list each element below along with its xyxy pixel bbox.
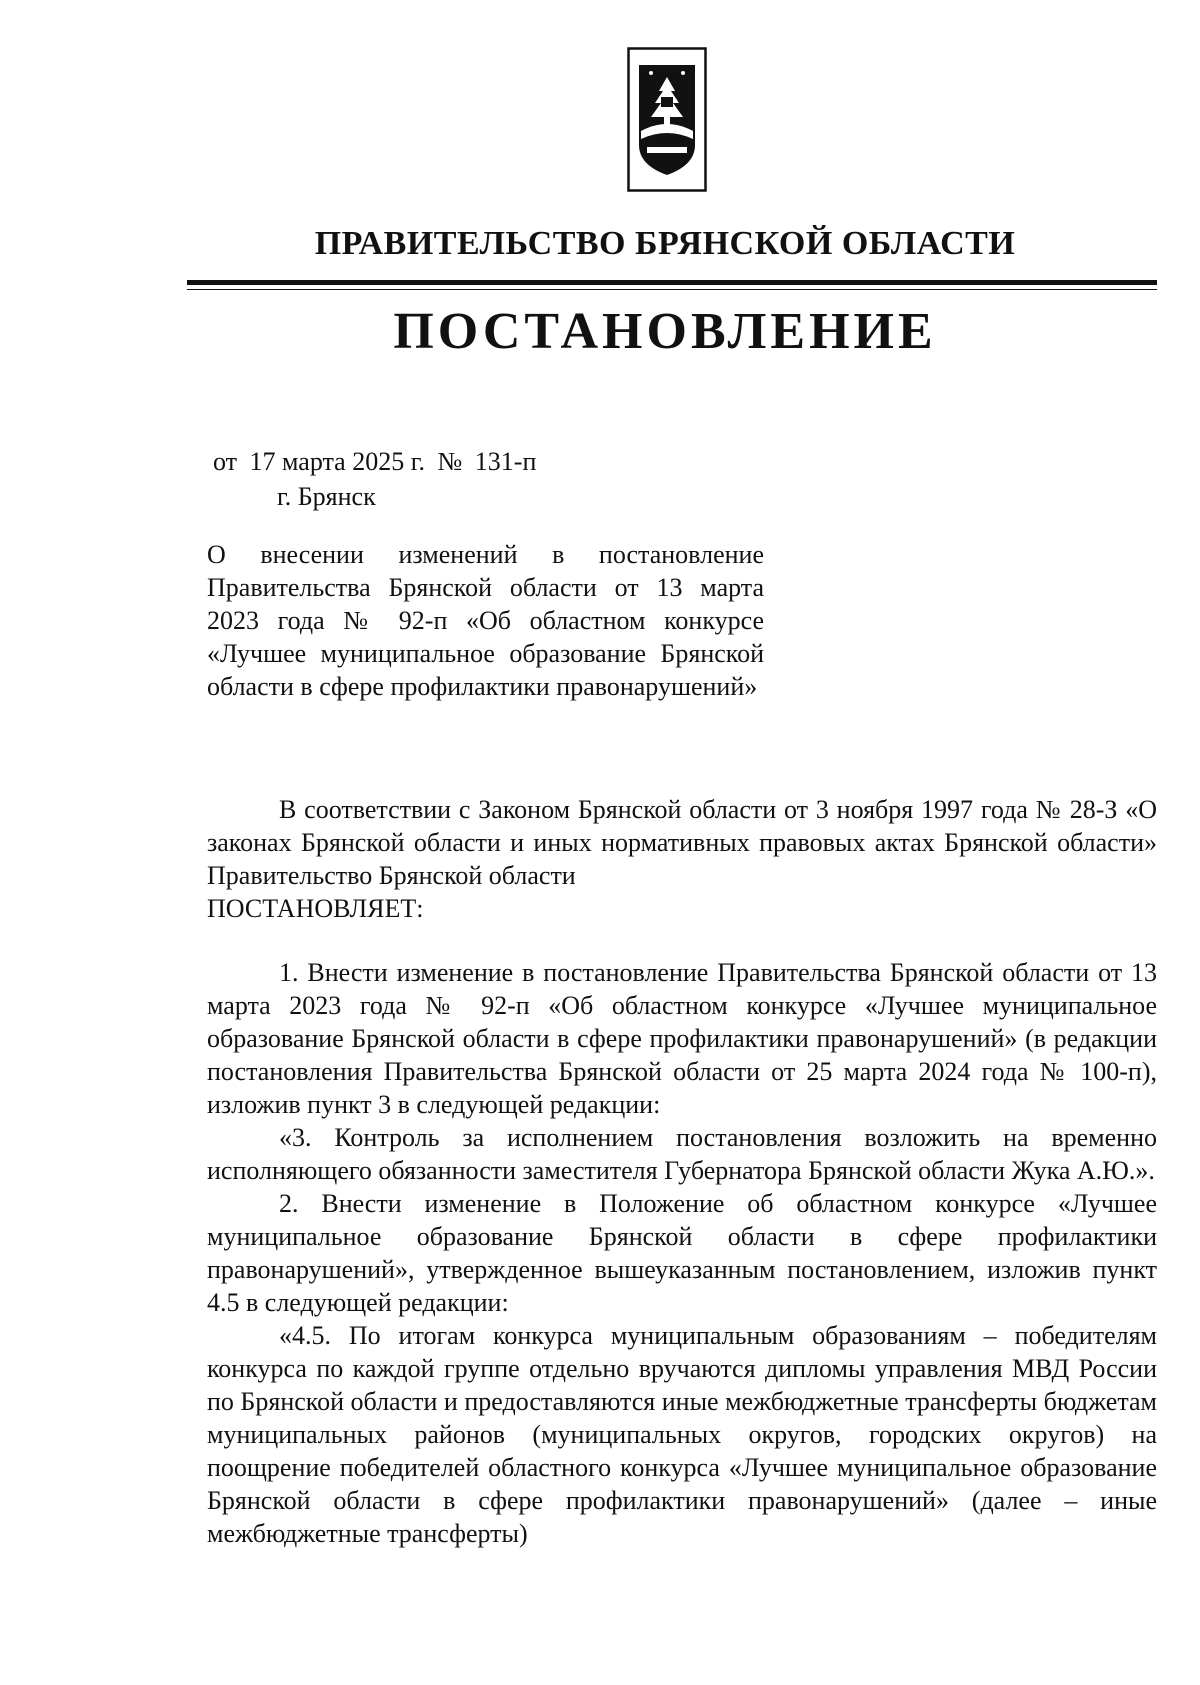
header-divider-thin	[187, 289, 1157, 290]
number-sign: №	[437, 447, 463, 476]
header-divider-thick	[187, 280, 1157, 285]
date-prefix: от	[213, 447, 238, 476]
document-date-number	[213, 447, 542, 477]
item-1-paragraph: 1. Внести изменение в постановление Правительства Брянской области от 13 марта 2023 года № 92-п «Об областном конкурсе «Лучшее муниципальное образование Брянской области в сфере профилактики правонарушений» (в редакции постановления Правительства Брянской области от 25 марта 2024 года № 100-п), изложив пункт 3 в следующей редакции:	[207, 958, 1157, 1119]
document-date: 17 марта 2025 г.	[249, 447, 425, 476]
item-2-paragraph: 2. Внести изменение в Положение об областном конкурсе «Лучшее муниципальное образование Брянской области в сфере профилактики правонарушений», утвержденное вышеуказанным постановлением, изложив пункт 4.5 в следующей редакции:	[207, 1189, 1157, 1317]
item-1-quote-paragraph: «3. Контроль за исполнением постановления возложить на временно исполняющего обязанности заместителя Губернатора Брянской области Жука А.Ю.».	[207, 1123, 1157, 1185]
document-city: г. Брянск	[277, 482, 376, 511]
government-title: ПРАВИТЕЛЬСТВО БРЯНСКОЙ ОБЛАСТИ	[314, 225, 1016, 262]
document-type-title: ПОСТАНОВЛЕНИЕ	[393, 303, 937, 360]
document-body	[207, 793, 1157, 1550]
document-number: 131-п	[474, 447, 537, 476]
resolves-heading: ПОСТАНОВЛЯЕТ:	[207, 894, 424, 923]
item-2-quote-paragraph: «4.5. По итогам конкурса муниципальным образованиям – победителям конкурса по каждой группе отдельно вручаются дипломы управления МВД России по Брянской области и предоставляются иные межбюджетные трансферты бюджетам муниципальных районов (муниципальных округов, городских округов) на поощрение победителей областного конкурса «Лучшее муниципальное образование Брянской области в сфере профилактики правонарушений» (далее – иные межбюджетные трансферты)	[207, 1321, 1157, 1548]
document-subject: О внесении изменений в постановление Правительства Брянской области от 13 марта 2023 года № 92-п «Об областном конкурсе «Лучшее муниципальное образование Брянской области в сфере профилактики правонарушений»	[207, 540, 764, 701]
bryansk-coat-of-arms-icon	[627, 47, 707, 192]
preamble-paragraph: В соответствии с Законом Брянской области от 3 ноября 1997 года № 28-З «О законах Брянской области и иных нормативных правовых актах Брянской области» Правительство Брянской области	[207, 795, 1157, 890]
